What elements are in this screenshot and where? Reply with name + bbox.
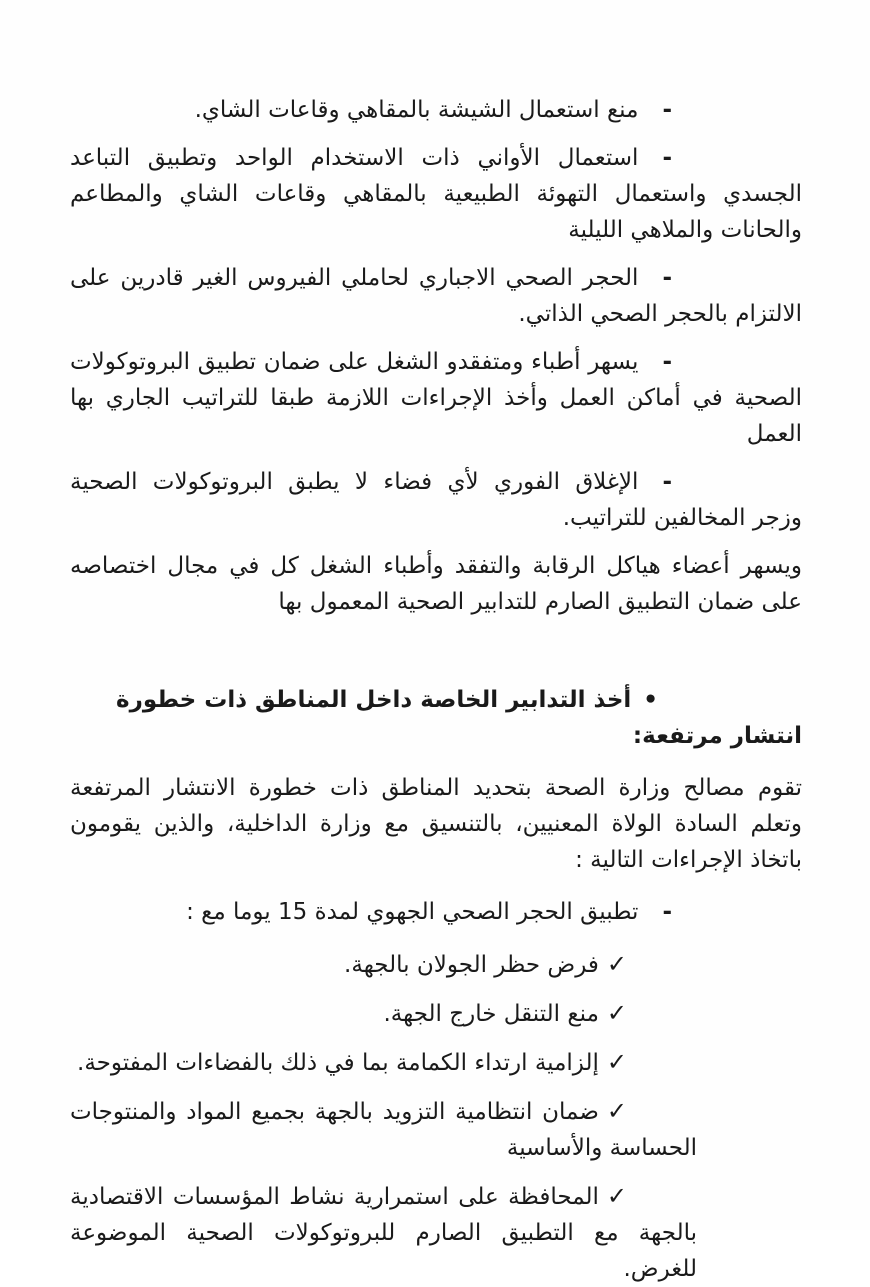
dash-icon: -: [662, 145, 672, 171]
dash-item: [70, 140, 802, 248]
check-icon: ✓: [606, 1097, 627, 1125]
check-item-text: فرض حظر الجولان بالجهة.: [344, 952, 599, 978]
check-item: [70, 1178, 802, 1287]
quarantine-measure-item: [70, 894, 802, 930]
check-item-text: المحافظة على استمرارية نشاط المؤسسات الاقتصادية بالجهة مع التطبيق الصارم للبروتوكولات الصحية الموضوعة للغرض.: [70, 1184, 697, 1282]
dash-icon: -: [662, 469, 672, 495]
dash-icon: -: [662, 349, 672, 375]
dash-icon: -: [662, 899, 672, 925]
check-icon: ✓: [606, 1182, 627, 1210]
closing-paragraph: ويسهر أعضاء هياكل الرقابة والتفقد وأطباء الشغل كل في مجال اختصاصه على ضمان التطبيق الصارم للتدابير الصحية المعمول بها: [70, 553, 802, 615]
check-icon: ✓: [606, 999, 627, 1027]
check-item: [70, 995, 802, 1032]
bullet-icon: •: [643, 687, 658, 713]
dash-icon: -: [662, 265, 672, 291]
check-item: [70, 1044, 802, 1081]
dash-item-text: استعمال الأواني ذات الاستخدام الواحد وتطبيق التباعد الجسدي واستعمال التهوئة الطبيعية بالمقاهي وقاعات الشاي والمطاعم والحانات والملاهي الليلية: [70, 145, 802, 243]
dash-icon: -: [662, 97, 672, 123]
check-icon: ✓: [606, 1048, 627, 1076]
intro-paragraph: تقوم مصالح وزارة الصحة بتحديد المناطق ذات خطورة الانتشار المرتفعة وتعلم السادة الولاة المعنيين، بالتنسيق مع وزارة الداخلية، والذين يقومون باتخاذ الإجراءات التالية :: [70, 775, 802, 873]
dash-item: [70, 92, 802, 128]
dash-item: [70, 260, 802, 332]
check-icon: ✓: [606, 950, 627, 978]
check-item: [70, 1093, 802, 1166]
dash-item-text: يسهر أطباء ومتفقدو الشغل على ضمان تطبيق البروتوكولات الصحية في أماكن العمل وأخذ الإجراءات اللازمة طبقا للتراتيب الجاري بها العمل: [70, 349, 802, 447]
quarantine-item-text: تطبيق الحجر الصحي الجهوي لمدة 15 يوما مع :: [186, 899, 639, 925]
dash-item-text: الحجر الصحي الاجباري لحاملي الفيروس الغير قادرين على الالتزام بالحجر الصحي الذاتي.: [70, 265, 802, 327]
check-item: [70, 946, 802, 983]
section-heading: [70, 682, 802, 754]
check-item-text: إلزامية ارتداء الكمامة بما في ذلك بالفضاءات المفتوحة.: [77, 1050, 599, 1076]
check-item-text: منع التنقل خارج الجهة.: [383, 1001, 599, 1027]
dash-item-text: الإغلاق الفوري لأي فضاء لا يطبق البروتوكولات الصحية وزجر المخالفين للتراتيب.: [70, 469, 802, 531]
dash-item-text: منع استعمال الشيشة بالمقاهي وقاعات الشاي.: [194, 97, 639, 123]
dash-item: [70, 464, 802, 536]
check-item-text: ضمان انتظامية التزويد بالجهة بجميع المواد والمنتوجات الحساسة والأساسية: [70, 1099, 697, 1161]
section-heading-text: أخذ التدابير الخاصة داخل المناطق ذات خطورة انتشار مرتفعة:: [116, 687, 802, 749]
dash-item: [70, 344, 802, 452]
